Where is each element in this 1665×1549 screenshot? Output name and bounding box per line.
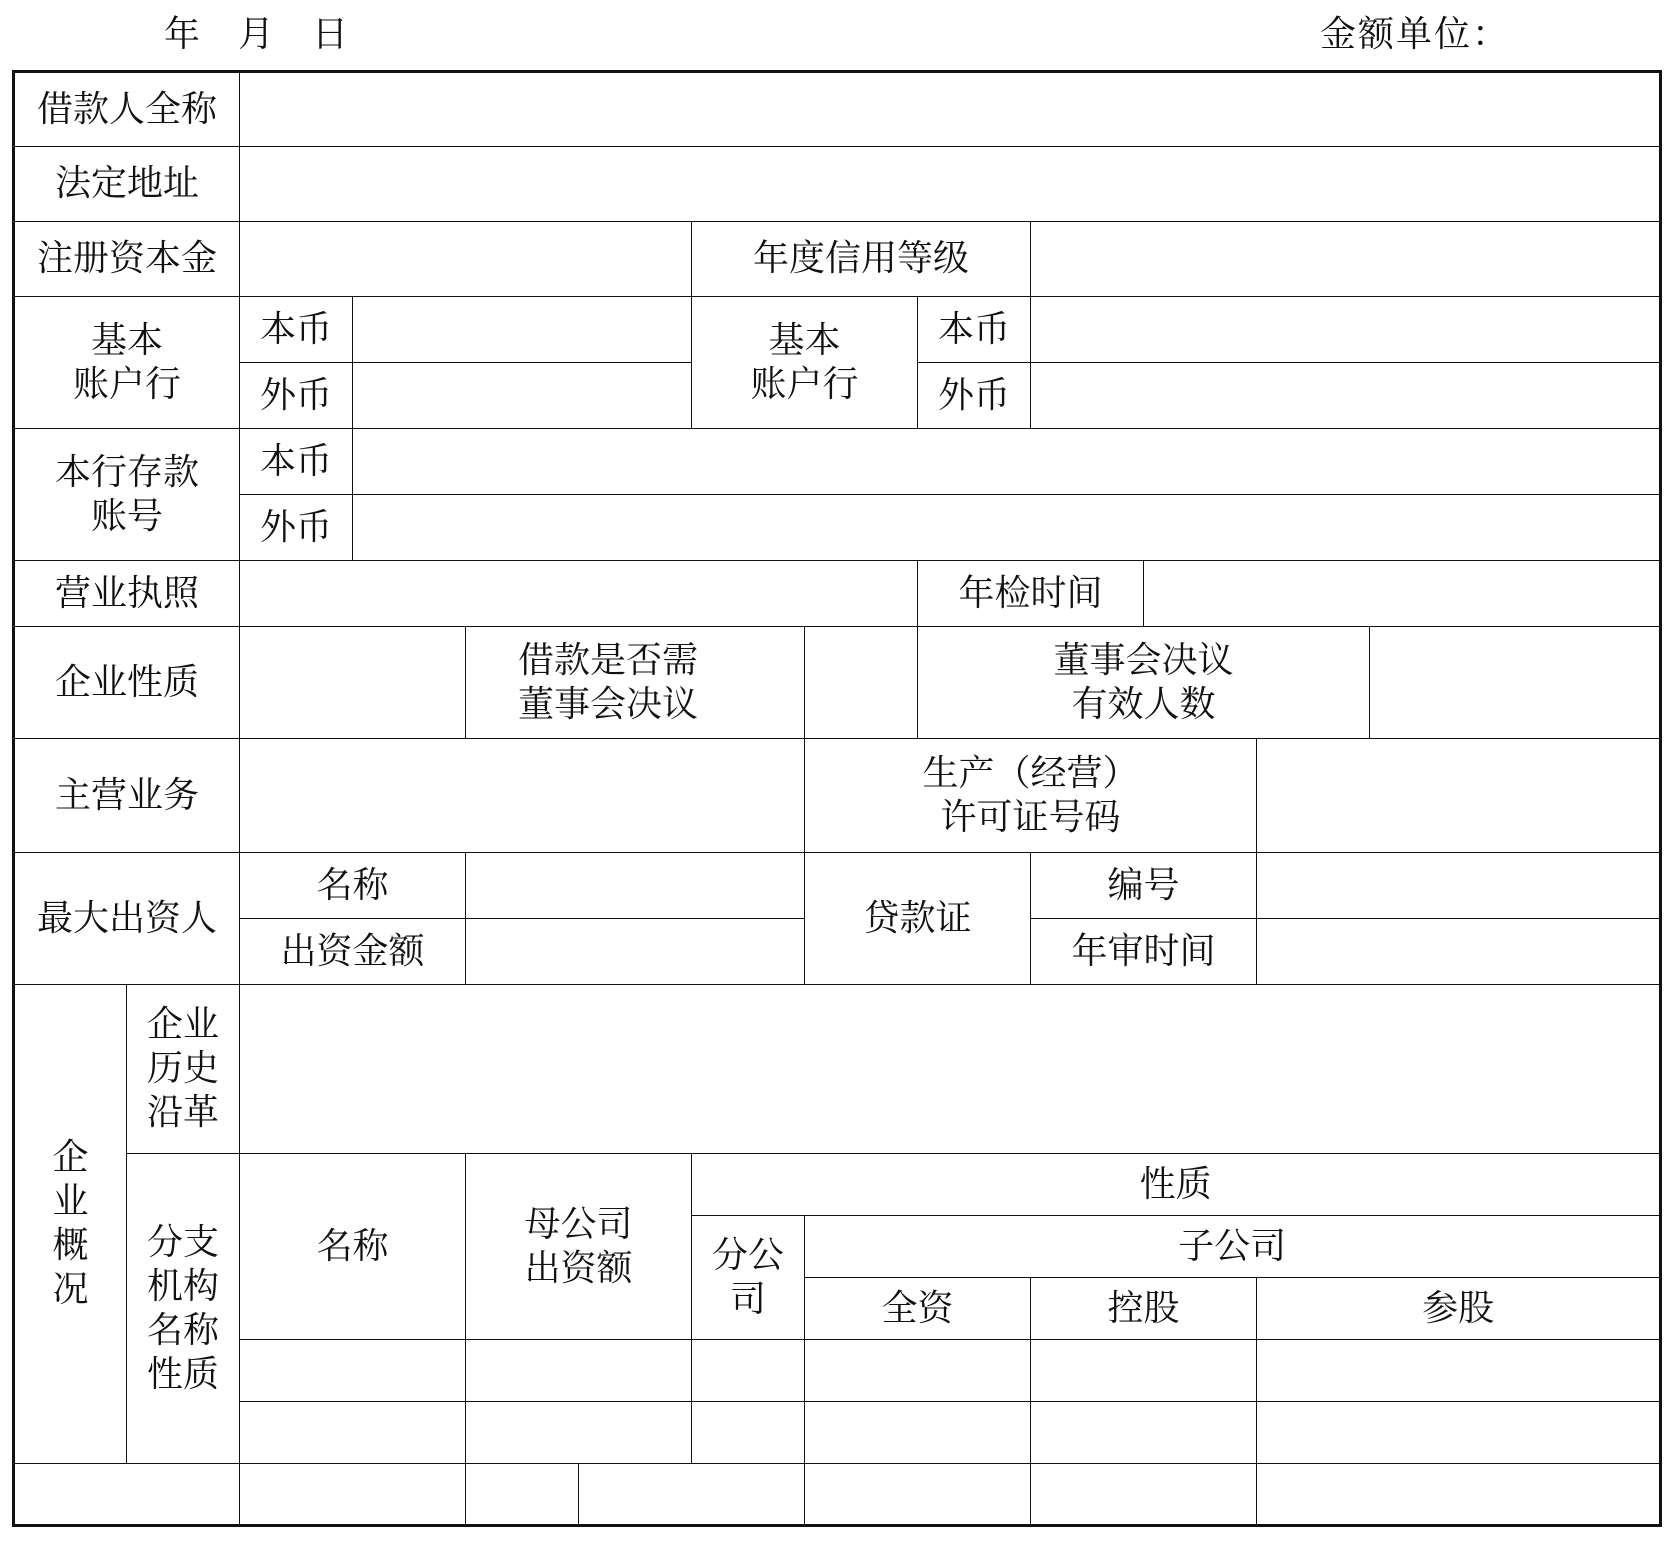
row-capital bbox=[14, 222, 1661, 297]
wholly-owned-cell[interactable] bbox=[579, 1464, 805, 1526]
minority-header: 参股 bbox=[1257, 1278, 1661, 1340]
local-currency-label: 本币 bbox=[240, 297, 353, 363]
investment-amount-field[interactable] bbox=[466, 919, 805, 985]
legal-address-label: 法定地址 bbox=[14, 147, 240, 222]
controlling-cell[interactable] bbox=[1031, 1402, 1257, 1464]
parent-investment-cell[interactable] bbox=[466, 1340, 692, 1402]
registered-capital-label: 注册资本金 bbox=[14, 222, 240, 297]
subsidiary-header: 子公司 bbox=[805, 1216, 1661, 1278]
loan-certificate-label: 贷款证 bbox=[805, 853, 1031, 985]
board-quorum-field[interactable] bbox=[1370, 627, 1661, 739]
controlling-cell[interactable] bbox=[1031, 1340, 1257, 1402]
annual-review-time-label: 年审时间 bbox=[1031, 919, 1257, 985]
production-license-field[interactable] bbox=[1257, 739, 1661, 853]
business-license-label: 营业执照 bbox=[14, 561, 240, 627]
largest-investor-label: 最大出资人 bbox=[14, 853, 240, 985]
board-resolution-required-label: 借款是否需 董事会决议 bbox=[466, 627, 805, 739]
minority-cell[interactable] bbox=[1031, 1464, 1257, 1526]
credit-rating-label: 年度信用等级 bbox=[692, 222, 1031, 297]
certificate-number-label: 编号 bbox=[1031, 853, 1257, 919]
branch-company-header: 分公 司 bbox=[692, 1216, 805, 1340]
row-deposit-foreign bbox=[14, 495, 1661, 561]
day-label: 日 bbox=[312, 14, 351, 55]
basic-account-foreign-field[interactable] bbox=[353, 363, 692, 429]
branch-info-label: 分支 机构 名称 性质 bbox=[127, 1154, 240, 1464]
branch-company-cell[interactable] bbox=[466, 1464, 579, 1526]
company-history-label: 企业 历史 沿革 bbox=[127, 985, 240, 1154]
investor-name-field[interactable] bbox=[466, 853, 805, 919]
branch-name-cell[interactable] bbox=[240, 1402, 466, 1464]
controlling-header: 控股 bbox=[1031, 1278, 1257, 1340]
main-business-field[interactable] bbox=[240, 739, 805, 853]
branch-company-cell[interactable] bbox=[692, 1340, 805, 1402]
month-label: 月 bbox=[238, 14, 277, 55]
borrower-name-label: 借款人全称 bbox=[14, 72, 240, 147]
row-license bbox=[14, 561, 1661, 627]
foreign-currency-label: 外币 bbox=[240, 363, 353, 429]
nature-header: 性质 bbox=[692, 1154, 1661, 1216]
parent-investment-cell[interactable] bbox=[466, 1402, 692, 1464]
row-main-business bbox=[14, 739, 1661, 853]
wholly-owned-cell[interactable] bbox=[805, 1340, 1031, 1402]
inspection-time-field[interactable] bbox=[1144, 561, 1661, 627]
branch-row bbox=[14, 1402, 1661, 1464]
row-deposit-local bbox=[14, 429, 1661, 495]
basic-account-foreign-field-2[interactable] bbox=[1031, 363, 1661, 429]
deposit-foreign-field[interactable] bbox=[353, 495, 1661, 561]
borrower-name-field[interactable] bbox=[240, 72, 1661, 147]
row-nature bbox=[14, 627, 1661, 739]
basic-account-bank-label-2: 基本 账户行 bbox=[692, 297, 918, 429]
credit-rating-field[interactable] bbox=[1031, 222, 1661, 297]
basic-account-local-field-2[interactable] bbox=[1031, 297, 1661, 363]
inspection-time-label: 年检时间 bbox=[918, 561, 1144, 627]
business-license-field[interactable] bbox=[240, 561, 918, 627]
loan-application-form bbox=[12, 70, 1662, 1527]
enterprise-overview-label: 企 业 概 况 bbox=[14, 985, 127, 1464]
production-license-label: 生产（经营） 许可证号码 bbox=[805, 739, 1257, 853]
registered-capital-field[interactable] bbox=[240, 222, 692, 297]
board-resolution-required-field[interactable] bbox=[805, 627, 918, 739]
minority-cell[interactable] bbox=[1257, 1402, 1661, 1464]
parent-investment-header: 母公司 出资额 bbox=[466, 1154, 692, 1340]
deposit-local-currency-label: 本币 bbox=[240, 429, 353, 495]
board-quorum-label: 董事会决议 有效人数 bbox=[918, 627, 1370, 739]
row-basic-account-local bbox=[14, 297, 1661, 363]
branch-name-cell[interactable] bbox=[240, 1340, 466, 1402]
enterprise-nature-field[interactable] bbox=[240, 627, 466, 739]
enterprise-nature-label: 企业性质 bbox=[14, 627, 240, 739]
row-branch-header-1 bbox=[14, 1154, 1661, 1216]
controlling-cell[interactable] bbox=[805, 1464, 1031, 1526]
wholly-owned-header: 全资 bbox=[805, 1278, 1031, 1340]
company-history-field[interactable] bbox=[240, 985, 1661, 1154]
local-currency-label-2: 本币 bbox=[918, 297, 1031, 363]
certificate-number-field[interactable] bbox=[1257, 853, 1661, 919]
annual-review-time-field[interactable] bbox=[1257, 919, 1661, 985]
date-line bbox=[164, 6, 386, 57]
row-investor-name bbox=[14, 853, 1661, 919]
legal-address-field[interactable] bbox=[240, 147, 1661, 222]
basic-account-bank-label: 基本 账户行 bbox=[14, 297, 240, 429]
deposit-foreign-currency-label: 外币 bbox=[240, 495, 353, 561]
branch-row bbox=[14, 1464, 1661, 1526]
main-business-label: 主营业务 bbox=[14, 739, 240, 853]
amount-unit-label: 金额单位： bbox=[1320, 14, 1511, 55]
deposit-local-field[interactable] bbox=[353, 429, 1661, 495]
minority-cell[interactable] bbox=[1257, 1340, 1661, 1402]
row-history bbox=[14, 985, 1661, 1154]
row-borrower bbox=[14, 72, 1661, 147]
row-address bbox=[14, 147, 1661, 222]
basic-account-local-field[interactable] bbox=[353, 297, 692, 363]
branch-name-header: 名称 bbox=[240, 1154, 466, 1340]
wholly-owned-cell[interactable] bbox=[805, 1402, 1031, 1464]
investor-name-label: 名称 bbox=[240, 853, 466, 919]
branch-company-cell[interactable] bbox=[692, 1402, 805, 1464]
foreign-currency-label-2: 外币 bbox=[918, 363, 1031, 429]
investment-amount-label: 出资金额 bbox=[240, 919, 466, 985]
deposit-account-label: 本行存款 账号 bbox=[14, 429, 240, 561]
branch-name-cell[interactable] bbox=[14, 1464, 240, 1526]
parent-investment-cell[interactable] bbox=[240, 1464, 466, 1526]
year-label: 年 bbox=[164, 14, 203, 55]
branch-row bbox=[14, 1340, 1661, 1402]
